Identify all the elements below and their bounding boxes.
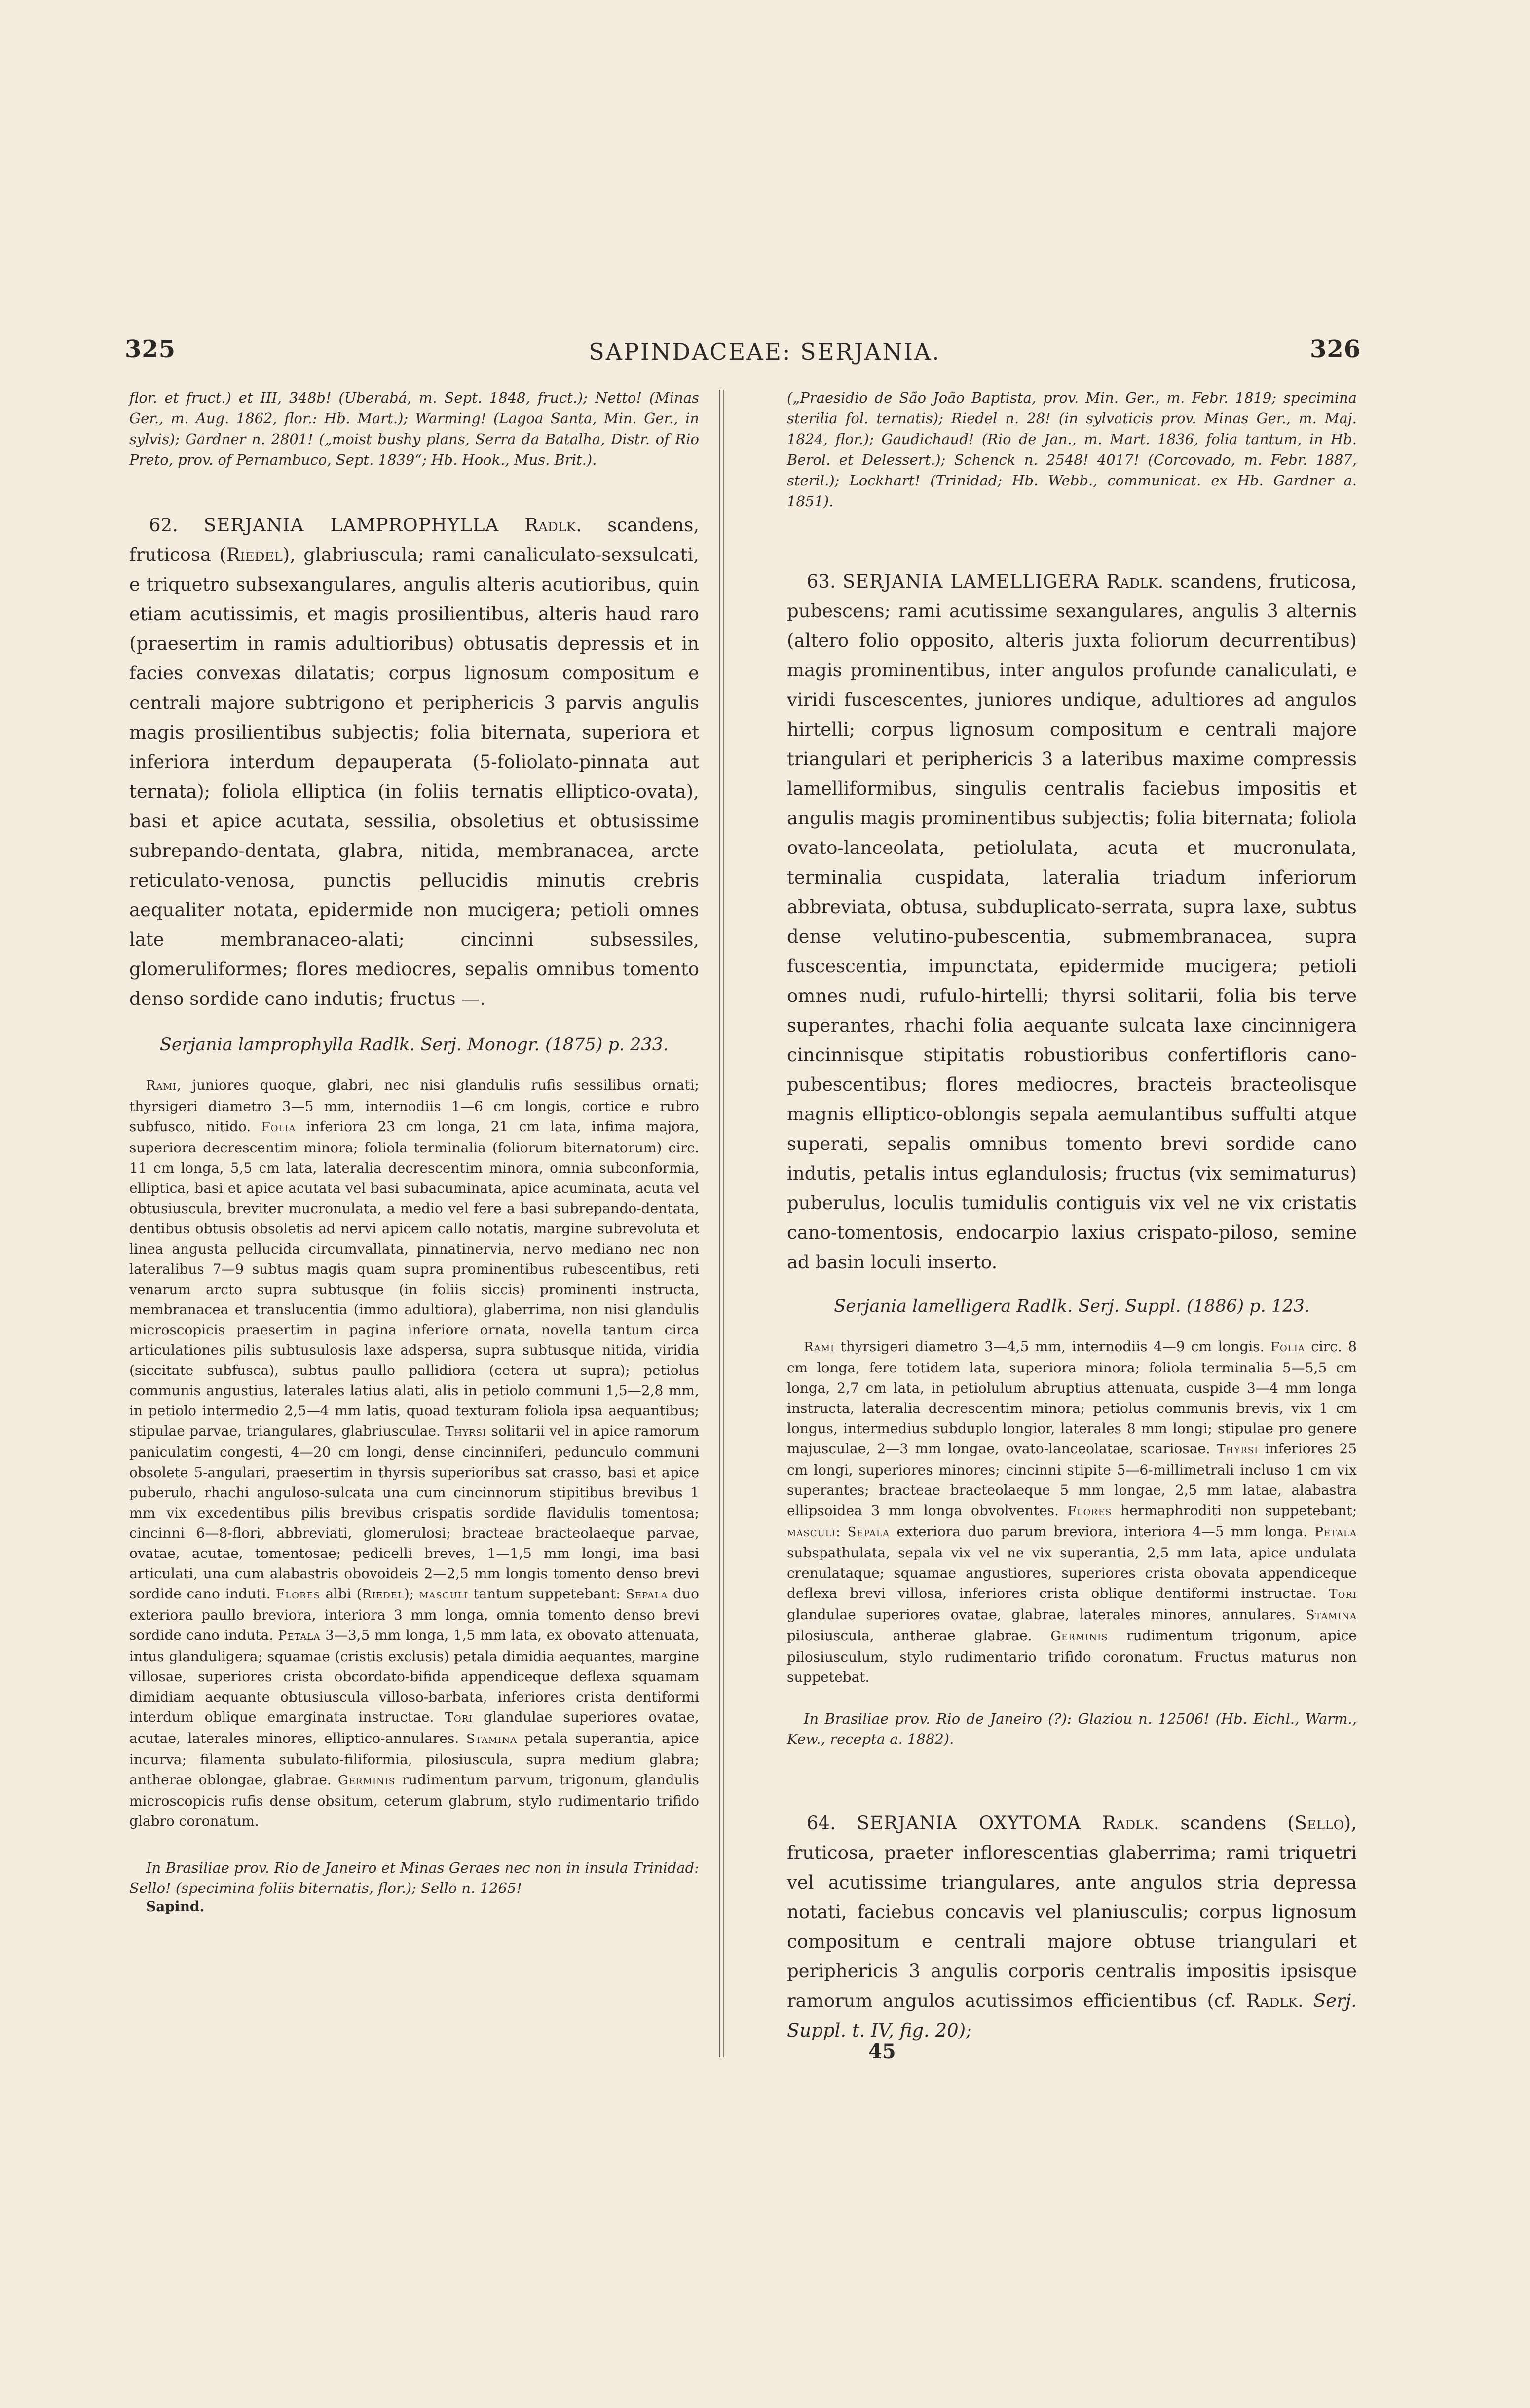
sp62-petala-text: 3—3,5 mm longa, 1,5 mm lata, ex obovato attenuata, intus glanduligera; squamae (cristis exclusis) petala dimidia aequantes, margine villosae, superiores crista obcordato-bifida appendiceque deflexa squamam dimidiam aequante obtusiuscula villoso-barbata, inferiores crista dentiformi interdum oblique emarginata instructae. [129,1627,700,1725]
sp62-flores-text-a: albi ( [320,1586,362,1602]
species-62-citation: Serjania lamprophylla Radlk. Serj. Monogr. (1875) p. 233. [159,1035,669,1055]
sp62-sepala-text: duo exteriora paullo breviora, interiora 3 mm longa, omnia tomento denso brevi sordide cano induta. [129,1586,699,1643]
sp63-folia-label: Folia [1270,1340,1305,1355]
species-62-description [129,1075,699,1831]
sp63-tori-label: Tori [1329,1587,1357,1601]
sp62-masculi-text: tantum suppetebant: [468,1586,626,1602]
species-62-diagnosis [129,511,699,1014]
sp62-stamina-text: petala superantia, apice incurva; filamenta subulato-filiformia, pilosiuscula, supra medium glabra; antherae oblongae, glabrae. [129,1730,699,1788]
column-divider [719,390,720,2057]
species-64-name: SERJANIA OXYTOMA [857,1813,1081,1834]
left-page-number: 325 [125,335,176,363]
sp62-rami-label: Rami [146,1078,177,1093]
species-63-author: Radlk. [1106,571,1164,592]
sp62-flores-label: Flores [276,1587,320,1602]
right-page-number: 326 [1310,335,1361,363]
sp62-germinis-label: Germinis [338,1773,396,1788]
right-continuation: („Praesidio de São João Baptista, prov. Min. Ger., m. Febr. 1819; specimina sterilia fol. ternatis); Riedel n. 28! (in sylvaticis prov. Minas Ger., m. Maj. 1824, flor.); Gaudichaud! (Rio de Jan., m. Mart. 1836, folia tantum, in Hb. Berol. et Delessert.); Schenck n. 2548! 4017! (Corcovado, m. Febr. 1887, steril.); Lockhart! (Trinidad; Hb. Webb., communicat. ex Hb. Gardner a. 1851). [787,389,1357,510]
column-divider-inner [723,390,724,2057]
species-62-author: Radlk. [524,515,582,536]
running-head: SAPINDACEAE: SERJANIA. [589,338,941,365]
sp63-tori-text: glandulae superiores ovatae, glabrae, laterales minores, annulares. [787,1606,1306,1623]
sheet-signature: Sapind. [146,1898,205,1915]
sp62-folia-text: inferiora 23 cm longa, 21 cm lata, infima majora, superiora decrescentim minora; foliola terminalia (foliorum biternatorum) circ. 11 cm longa, 5,5 cm lata, lateralia decrescentim minora, omnia subconformia, elliptica, basi et apice acutata vel basi subacuminata, apice acuminata, acuta vel obtusiuscula, breviter mucronulata, a medio vel fere a basi subrepando-dentata, dentibus obtusis obsoletis ad nervi apicem callo notatis, margine subrevoluta et linea angusta pellucida circumvallata, pinnatinervia, nervo mediano nec non lateralibus 7—9 subtus magis quam supra prominentibus rubescentibus, reti venarum arcto supra subtusque (in foliis siccis) prominenti instructa, membranacea et translucentia (immo adultiora), glaberrima, non nisi glandulis microscopicis praesertim in pagina inferiore ornata, novella tantum circa articulationes pilis subtusulosis laxe adspersa, supra subtusque nitida, viridia (siccitate subfusca), subtus paullo pallidiora (cetera ut supra); petiolus communis angustius, laterales latius alati, alis in petiolo communi 1,5—2,8 mm, in petiolo intermedio 2,5—4 mm latis, quoad texturam foliola ipsa aequantibus; stipulae parvae, triangulares, glabriusculae. [129,1118,699,1439]
sp63-sepala-text: exteriora duo parum breviora, interiora 4—5 mm longa. [890,1523,1315,1540]
sp62-flores-text-b: ); [404,1586,419,1602]
sp63-flores-text: hermaphroditi non suppetebant; [1112,1502,1357,1519]
sp62-tori-label: Tori [445,1710,473,1725]
sp63-masculi-label: masculi [787,1525,836,1540]
sp63-thyrsi-text: inferiores 25 cm longi, superiores minores; cincinni stipite 5—6-millimetrali incluso 1 cm vix superantes; bracteae bracteolaeque 5 mm longae, 2,5 mm latae, alabastra ellipsoidea 3 mm longa obvolventes. [787,1441,1357,1519]
sp63-stamina-label: Stamina [1306,1608,1357,1623]
sp62-sepala-label: Sepala [626,1587,668,1602]
sp62-stamina-label: Stamina [466,1732,518,1746]
species-64-diagnosis [787,1809,1357,2045]
species-64-number: 64. [807,1813,836,1834]
species-63-number: 63. [807,571,836,592]
sheet-number: 45 [868,2040,896,2063]
species-62-number: 62. [149,515,178,536]
sp62-petala-label: Petala [278,1629,321,1643]
sp63-germinis-label: Germinis [1050,1629,1108,1644]
sp63-stamina-text: pilosiuscula, antherae glabrae. [787,1628,1051,1644]
right-column [787,387,1357,2045]
sp63-petala-label: Petala [1314,1525,1357,1540]
species-64-author: Radlk. [1102,1813,1159,1834]
species-62-text-a: scandens, fruticosa ( [129,515,699,565]
sp62-rami-text: , juniores quoque, glabri, nec nisi glandulis rufis sessilibus ornati; thyrsigeri diametro 3—5 mm, internodiis 1—6 cm longis, cortice e rubro subfusco, nitido. [129,1077,699,1135]
species-64-ref-author: Radlk. [1246,1990,1304,2011]
species-63-description [787,1336,1357,1687]
sp63-rami-text: thyrsigeri diametro 3—4,5 mm, internodiis 4—9 cm longis. [834,1338,1270,1355]
sp62-folia-label: Folia [261,1120,296,1135]
left-column [129,387,699,1915]
sp63-rami-label: Rami [804,1340,835,1355]
species-63-diagnosis [787,567,1357,1277]
sp62-masculi-label: masculi [419,1587,468,1602]
species-62-name: SERJANIA LAMPROPHYLLA [203,515,499,536]
sp62-thyrsi-label: Thyrsi [445,1424,487,1439]
left-continuation: flor. et fruct.) et III, 348b! (Uberabá, m. Sept. 1848, fruct.); Netto! (Minas Ger., m. Aug. 1862, flor.: Hb. Mart.); Warming! (Lagoa Santa, Min. Ger., in sylvis); Gardner n. 2801! („moist bushy plans, Serra da Batalha, Distr. of Rio Preto, prov. of Pernambuco, Sept. 1839“; Hb. Hook., Mus. Brit.). [129,389,699,468]
species-64-text-b: ), fruticosa, praeter inflorescentias glaberrima; rami triquetri vel acutissime triangulares, ante angulos stria depressa notati, faciebus concavis vel planiusculis; corpus lignosum compositum e centrali majore obtuse triangulari et periphericis 3 angulis corporis centralis impositis ipsisque ramorum angulos acutissimos efficientibus (cf. [787,1813,1357,2011]
sp62-germinis-text: rudimentum parvum, trigonum, glandulis microscopicis rufis dense obsitum, ceterum glabrum, stylo rudimentario trifido glabro coronatum. [129,1772,699,1829]
species-63-locality: In Brasiliae prov. Rio de Janeiro (?): Glaziou n. 12506! (Hb. Eichl., Warm., Kew., recepta a. 1882). [787,1710,1357,1747]
species-62-locality: In Brasiliae prov. Rio de Janeiro et Minas Geraes nec non in insula Trinidad: Sello! (specimina foliis biternatis, flor.); Sello n. 1265! [129,1859,699,1896]
sp63-germinis-text: rudimentum trigonum, apice pilosiusculum, stylo rudimentario trifido coronatum. Fructus maturus non suppetebat. [787,1628,1357,1685]
sp63-sepala-label: Sepala [847,1525,890,1540]
species-64-text-a: scandens ( [1180,1813,1295,1834]
species-62-text-b: ), glabriuscula; rami canaliculato-sexsulcati, e triquetro subsexangulares, angulis alteris acutioribus, quin etiam acutissimis, et magis prosilientibus, alteris haud raro (praesertim in ramis adultioribus) obtusatis depressis et in facies convexas dilatatis; corpus lignosum compositum e centrali majore subtrigono et periphericis 3 parvis angulis magis prosilientibus subjectis; folia biternata, superiora et inferiora interdum depauperata (5-foliolato-pinnata aut ternata); foliola elliptica (in foliis ternatis elliptico-ovata), basi et apice acutata, sessilia, obsoletius et obtusissime subrepando-dentata, glabra, nitida, membranacea, arcte reticulato-venosa, punctis pellucidis minutis crebris aequaliter notata, epidermide non mucigera; petioli omnes late membranaceo-alati; cincinni subsessiles, glomeruliformes; flores mediocres, sepalis omnibus tomento denso sordide cano indutis; fructus —. [129,544,700,1009]
species-64-collector: Sello [1294,1813,1344,1834]
sp63-folia-text: circ. 8 cm longa, fere totidem lata, superiora minora; foliola terminalia 5—5,5 cm longa, 2,7 cm lata, in petiolulum abruptius attenuata, cuspide 3—4 mm longa instructa, lateralia decrescentim minora; petiolus communis brevis, vix 1 cm longus, intermedius subduplo longior, laterales 8 mm longi; stipulae pro genere majusculae, 2—3 mm longae, ovato-lanceolatae, scariosae. [787,1338,1357,1457]
sp63-flores-label: Flores [1067,1504,1112,1519]
sp63-masculi-text: : [835,1523,848,1540]
sp62-flores-collector: Riedel [362,1587,404,1602]
species-64-text-c: Serj. Suppl. t. IV, fig. 20); [787,1990,1357,2041]
sp62-tori-text: glandulae superiores ovatae, acutae, laterales minores, elliptico-annulares. [129,1709,699,1746]
species-62-collector: Riedel [226,544,283,565]
species-63-name: SERJANIA LAMELLIGERA [842,571,1100,592]
species-63-citation: Serjania lamelligera Radlk. Serj. Suppl. (1886) p. 123. [834,1297,1310,1316]
sp63-petala-text: subspathulata, sepala vix vel ne vix superantia, 2,5 mm lata, apice undulata crenulataque; squamae angustiores, superiores crista obovata appendiceque deflexa brevi villosa, inferiores crista oblique dentiformi instructae. [787,1545,1357,1601]
sp63-thyrsi-label: Thyrsi [1217,1442,1259,1457]
species-63-text: scandens, fruticosa, pubescens; rami acutissime sexangulares, angulis 3 alternis (altero folio opposito, alteris juxta foliorum decurrentibus) magis prominentibus, inter angulos profunde canaliculati, e viridi fuscescentes, juniores undique, adultiores ad angulos hirtelli; corpus lignosum compositum e centrali majore triangulari et periphericis 3 a lateribus maxime compressis lamelliformibus, singulis centralis faciebus impositis et angulis magis prominentibus subjectis; folia biternata; foliola ovato-lanceolata, petiolulata, acuta et mucronulata, terminalia cuspidata, lateralia triadum inferiorum abbreviata, obtusa, subduplicato-serrata, supra laxe, subtus dense velutino-pubescentia, submembranacea, supra fuscescentia, impunctata, epidermide mucigera; petioli omnes nudi, rufulo-hirtelli; thyrsi solitarii, folia bis terve superantes, rhachi folia aequante sulcata laxe cincinnigera cincinnisque stipitatis robustioribus confertifloris cano-pubescentibus; flores mediocres, bracteis bracteolisque magnis elliptico-oblongis sepala aemulantibus suffulti atque superati, sepalis omnibus tomento brevi sordide cano indutis, petalis intus eglandulosis; fructus (vix semimaturus) puberulus, loculis tumidulis contiguis vix vel ne vix cristatis cano-tomentosis, endocarpio laxius crispato-piloso, semine ad basin loculi inserto. [787,571,1357,1273]
sp62-thyrsi-text: solitarii vel in apice ramorum paniculatim congesti, 4—20 cm longi, dense cincinniferi, pedunculo communi obsolete 5-angulari, praesertim in thyrsis superioribus sat crasso, basi et apice puberulo, rhachi anguloso-sulcata una cum cincinnorum stipitibus brevibus 1 mm vix excedentibus pilis brevibus crispatis sordide flavidulis tomentosa; cincinni 6—8-flori, abbreviati, glomerulosi; bracteae bracteolaeque parvae, ovatae, acutae, tomentosae; pedicelli breves, 1—1,5 mm longi, ima basi articulati, una cum alabastris obovoideis 2—2,5 mm longis tomento denso brevi sordide cano induti. [129,1423,699,1602]
